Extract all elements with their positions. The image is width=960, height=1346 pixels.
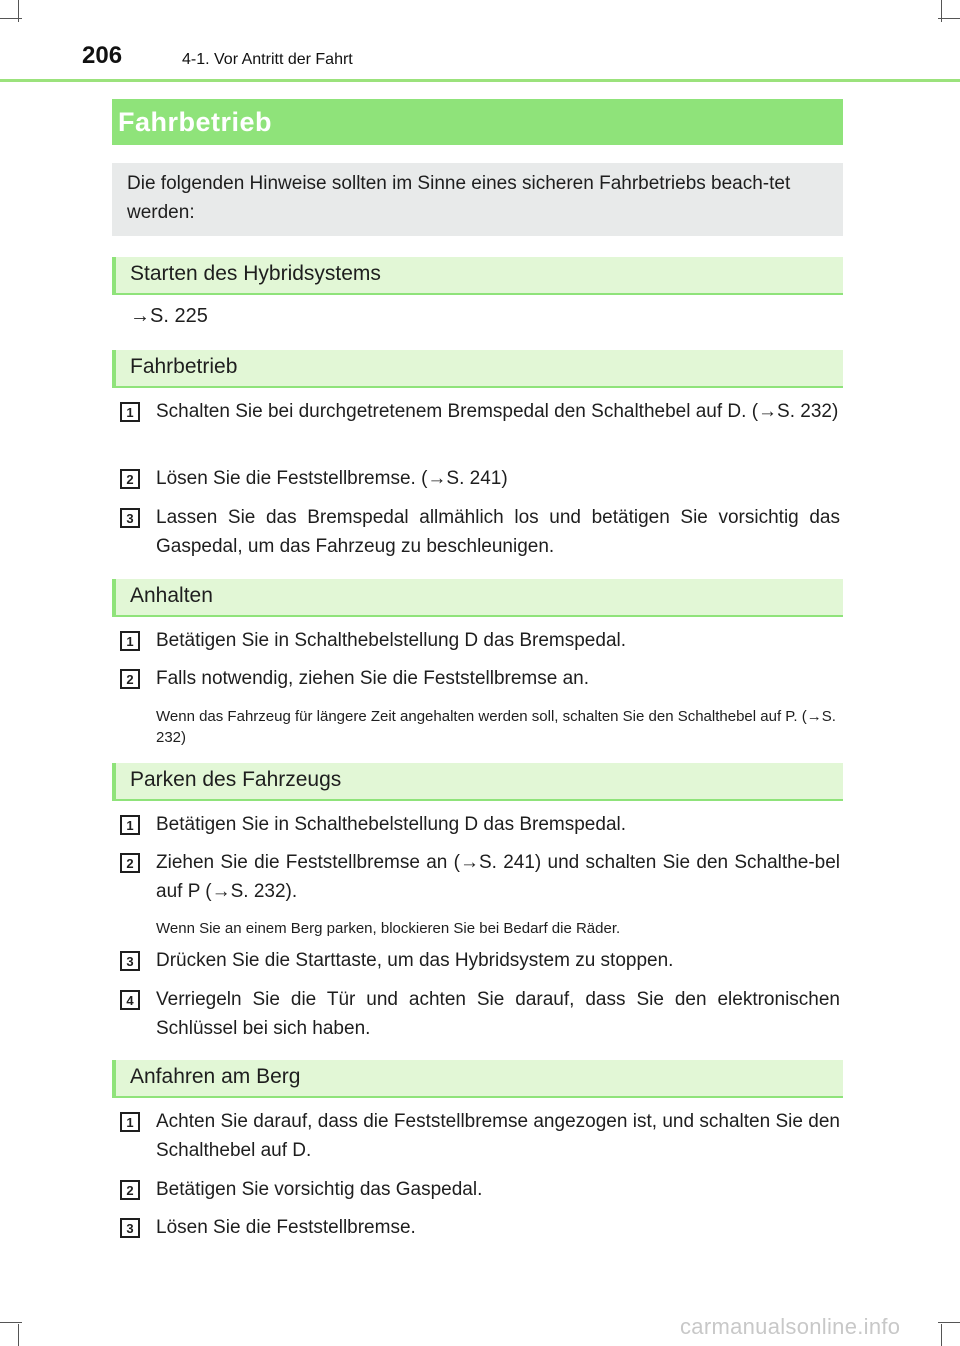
note-text: Wenn das Fahrzeug für längere Zeit angehalten werden soll, schalten Sie den Schalthebel auf P. (→S. 232) xyxy=(156,708,836,746)
crop-mark xyxy=(18,0,19,22)
step-number: 2 xyxy=(120,1180,140,1200)
note-text: Wenn Sie an einem Berg parken, blockieren Sie bei Bedarf die Räder. xyxy=(156,920,621,937)
step-number: 1 xyxy=(120,402,140,422)
section-heading: Anhalten xyxy=(112,579,843,617)
step-text: Verriegeln Sie die Tür und achten Sie darauf, dass Sie den elektronischen Schlüssel bei sich haben. xyxy=(156,989,840,1039)
header-rule xyxy=(0,79,960,82)
step-number: 1 xyxy=(120,631,140,651)
list-item xyxy=(120,397,840,426)
step-text: Betätigen Sie in Schalthebelstellung D das Bremspedal. xyxy=(156,814,627,835)
list-item xyxy=(120,810,840,839)
list-item xyxy=(120,848,840,906)
step-text: Achten Sie darauf, dass die Feststellbremse angezogen ist, und schalten Sie den Schalthebel auf D. xyxy=(156,1111,840,1161)
step-number: 3 xyxy=(120,951,140,971)
step-number: 4 xyxy=(120,990,140,1010)
step-number: 2 xyxy=(120,469,140,489)
page-title: Fahrbetrieb xyxy=(112,99,843,145)
intro-text: Die folgenden Hinweise sollten im Sinne eines sicheren Fahrbetriebs beach-tet werden: xyxy=(127,173,791,223)
step-text: Betätigen Sie in Schalthebelstellung D das Bremspedal. xyxy=(156,630,627,651)
step-number: 3 xyxy=(120,508,140,528)
page-reference: →S. 225 xyxy=(130,305,208,327)
list-item xyxy=(120,503,840,561)
list-item xyxy=(120,985,840,1043)
step-number: 2 xyxy=(120,669,140,689)
list-item xyxy=(120,1213,840,1242)
section-heading: Fahrbetrieb xyxy=(112,350,843,388)
crop-mark xyxy=(941,1324,942,1346)
crop-mark xyxy=(941,0,942,22)
step-text: Lassen Sie das Bremspedal allmählich los und betätigen Sie vorsichtig das Gaspedal, um das Fahrzeug zu beschleunigen. xyxy=(156,507,840,557)
step-text: Ziehen Sie die Feststellbremse an (→S. 241) und schalten Sie den Schalthe-bel auf P (→S. 232). xyxy=(156,852,840,902)
step-text: Lösen Sie die Feststellbremse. (→S. 241) xyxy=(156,468,508,489)
step-number: 3 xyxy=(120,1218,140,1238)
crop-mark xyxy=(0,1322,22,1323)
list-item xyxy=(120,946,840,975)
step-text: Lösen Sie die Feststellbremse. xyxy=(156,1217,416,1238)
step-text: Betätigen Sie vorsichtig das Gaspedal. xyxy=(156,1179,483,1200)
section-heading: Anfahren am Berg xyxy=(112,1060,843,1098)
section-heading: Starten des Hybridsystems xyxy=(112,257,843,295)
step-text: Drücken Sie die Starttaste, um das Hybridsystem zu stoppen. xyxy=(156,950,674,971)
chapter-title: 4-1. Vor Antritt der Fahrt xyxy=(182,51,353,68)
step-text: Schalten Sie bei durchgetretenem Bremspedal den Schalthebel auf D. (→S. 232) xyxy=(156,401,839,422)
step-number: 1 xyxy=(120,815,140,835)
list-item xyxy=(120,1107,840,1165)
step-number: 2 xyxy=(120,853,140,873)
watermark: carmanualsonline.info xyxy=(680,1314,901,1339)
list-item xyxy=(120,664,840,693)
crop-mark xyxy=(938,1322,960,1323)
step-number: 1 xyxy=(120,1112,140,1132)
list-item xyxy=(120,626,840,655)
step-text: Falls notwendig, ziehen Sie die Feststellbremse an. xyxy=(156,668,590,689)
page-number: 206 xyxy=(82,42,123,69)
list-item xyxy=(120,464,840,493)
intro-box xyxy=(112,163,843,236)
section-heading: Parken des Fahrzeugs xyxy=(112,763,843,801)
list-item xyxy=(120,1175,840,1204)
crop-mark xyxy=(18,1324,19,1346)
